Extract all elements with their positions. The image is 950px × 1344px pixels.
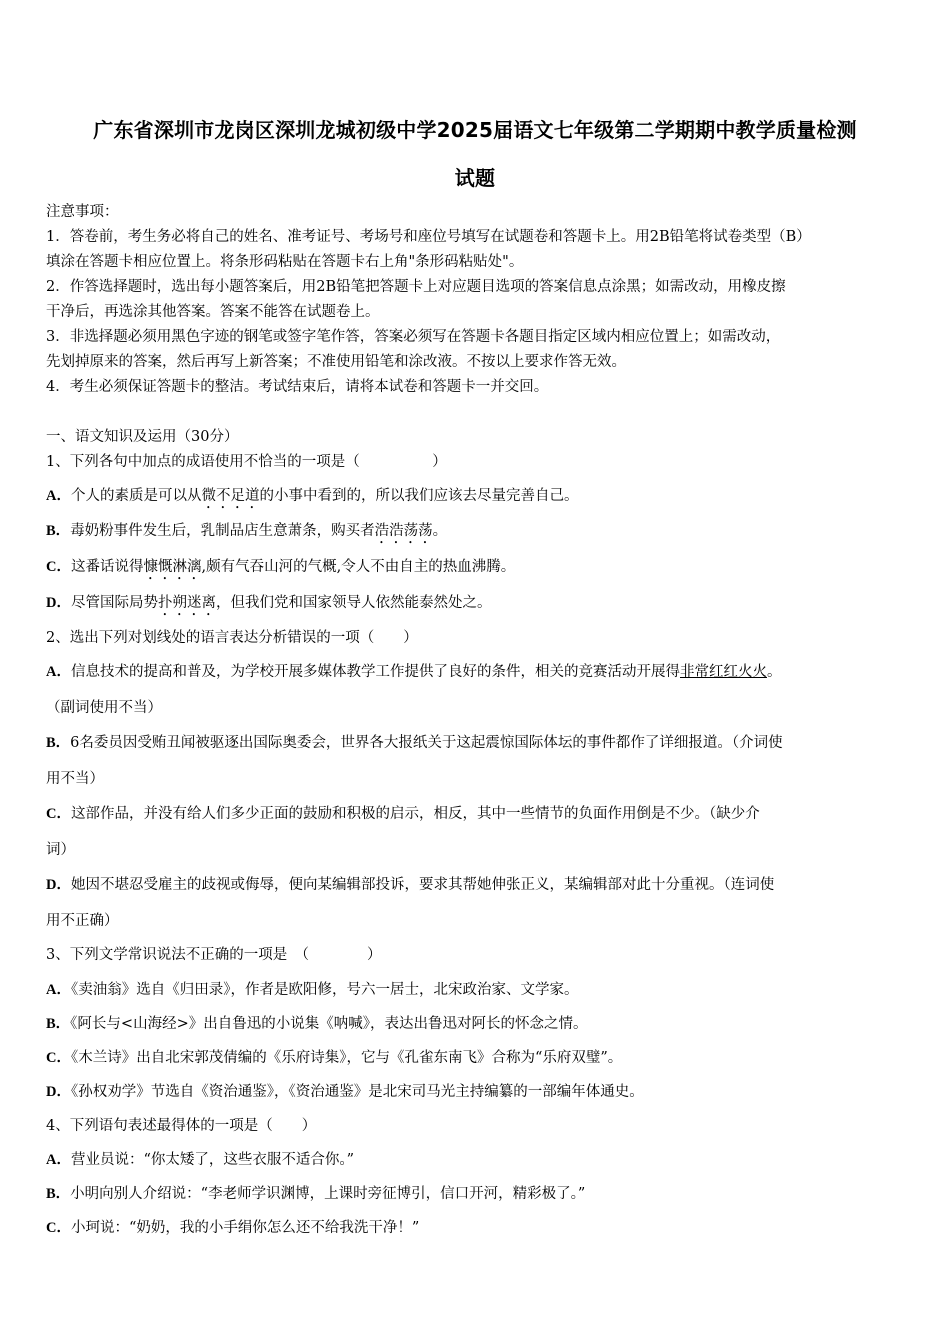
option-label: A． [46,488,71,504]
question-2-stem: 2、选出下列对划线处的语言表达分析错误的一项（ ） [46,630,418,646]
question-4-stem: 4、下列语句表述最得体的一项是（ ） [46,1118,317,1134]
option-text: 小明向别人介绍说：“李老师学识渊博，上课时旁征博引，信口开河，精彩极了。” [70,1186,586,1202]
underlined-phrase: 非常红红火火 [679,664,767,680]
question-4-option-b [46,1184,916,1204]
question-3-option-b [46,1014,916,1034]
question-2-option-a-continued: （副词使用不当） [46,700,162,716]
question-1-stem: 1、下列各句中加点的成语使用不恰当的一项是（ ） [46,454,447,470]
option-label: A． [46,982,71,998]
option-text: 她因不堪忍受雇主的歧视或侮辱，便向某编辑部投诉，要求其帮她伸张正义，某编辑部对此十分重视。（连词使 [70,877,775,893]
option-text: 个人的素质是可以从 [70,488,202,504]
option-text: 毒奶粉事件发生后，乳制品店生意萧条，购买者 [70,523,375,539]
option-text: 这番话说得 [70,559,144,575]
notice-line: 1．答卷前，考生务必将自己的姓名、准考证号、考场号和座位号填写在试题卷和答题卡上。用2B铅笔将试卷类型（B） [46,229,811,245]
option-text: 的小事中看到的，所以我们应该去尽量完善自己。 [259,488,579,504]
option-text: ，但我们党和国家领导人依然能泰然处之。 [215,595,492,611]
dotted-idiom: 扑朔迷离 [157,595,216,611]
dotted-idiom: 浩浩荡荡 [374,523,433,539]
question-2-option-d [46,875,916,895]
option-text: ,颇有气吞山河的气概,令人不由自主的热血沸腾。 [201,559,516,575]
option-label: C． [46,1050,71,1066]
option-label: C． [46,806,71,822]
question-3-option-c [46,1048,916,1068]
question-1-option-c [46,557,916,583]
option-text: 尽管国际局势 [70,595,158,611]
notice-line: 先划掉原来的答案，然后再写上新答案；不准使用铅笔和涂改液。不按以上要求作答无效。 [46,354,626,370]
option-text: 信息技术的提高和普及，为学校开展多媒体教学工作提供了良好的条件，相关的竞赛活动开展得 [70,664,680,680]
option-label: A． [46,664,71,680]
option-label: D． [46,877,71,893]
question-1-option-a [46,486,916,512]
question-4-option-a [46,1150,916,1170]
question-3-option-a [46,980,916,1000]
option-text: 。 [766,664,782,680]
option-label: C． [46,1220,71,1236]
option-label: C． [46,559,71,575]
dotted-idiom: 慷慨淋漓 [143,559,202,575]
question-3-option-d [46,1082,916,1102]
option-label: B． [46,735,71,751]
document-title-line2: 试题 [454,166,496,190]
question-2-option-b [46,733,916,753]
option-text: 《卖油翁》选自《归田录》，作者是欧阳修，号六一居士，北宋政治家、文学家。 [70,982,579,998]
option-label: B． [46,523,71,539]
question-4-option-c [46,1218,916,1238]
document-title-line1: 广东省深圳市龙岗区深圳龙城初级中学2025届语文七年级第二学期期中教学质量检测 [93,118,857,142]
option-label: B． [46,1016,71,1032]
option-label: B． [46,1186,71,1202]
question-1-option-d [46,593,916,619]
option-text: 6名委员因受贿丑闻被驱逐出国际奥委会，世界各大报纸关于这起震惊国际体坛的事件都作了详细报道。（介词使 [70,735,783,751]
notice-line: 干净后，再选涂其他答案。答案不能答在试题卷上。 [46,304,380,320]
question-2-option-c [46,804,916,824]
option-text: 《孙权劝学》节选自《资治通鉴》，《资治通鉴》是北宋司马光主持编纂的一部编年体通史。 [70,1084,644,1100]
option-text: 小珂说：“奶奶，我的小手绢你怎么还不给我洗干净！” [70,1220,420,1236]
option-text: 营业员说：“你太矮了，这些衣服不适合你。” [70,1152,355,1168]
option-text: 这部作品，并没有给人们多少正面的鼓励和积极的启示，相反，其中一些情节的负面作用倒是不少。（缺少介 [70,806,760,822]
option-label: D． [46,595,71,611]
notice-line: 2．作答选择题时，选出每小题答案后，用2B铅笔把答题卡上对应题目选项的答案信息点涂黑；如需改动，用橡皮擦 [46,279,786,295]
question-3-stem: 3、下列文学常识说法不正确的一项是 （ ） [46,947,382,963]
notice-line: 4．考生必须保证答题卡的整洁。考试结束后，请将本试卷和答题卡一并交回。 [46,379,549,395]
option-text: 《阿长与<山海经>》出自鲁迅的小说集《呐喊》，表达出鲁迅对阿长的怀念之情。 [70,1016,588,1032]
option-text: 《木兰诗》出自北宋郭茂倩编的《乐府诗集》，它与《孔雀东南飞》合称为“乐府双璧”。 [70,1050,623,1066]
option-text: 。 [432,523,448,539]
notice-line: 填涂在答题卡相应位置上。将条形码粘贴在答题卡右上角"条形码粘贴处"。 [46,254,524,270]
question-1-option-b [46,521,916,547]
notice-heading: 注意事项： [46,204,119,220]
question-2-option-d-continued: 用不正确） [46,913,119,929]
section-heading: 一、语文知识及运用（30分） [46,429,239,445]
option-label: A． [46,1152,71,1168]
question-2-option-b-continued: 用不当） [46,771,104,787]
question-2-option-a [46,662,916,682]
dotted-idiom: 微不足道 [201,488,260,504]
notice-line: 3．非选择题必须用黑色字迹的钢笔或签字笔作答，答案必须写在答题卡各题目指定区域内相应位置上；如需改动， [46,329,781,345]
option-label: D． [46,1084,71,1100]
question-2-option-c-continued: 词） [46,842,75,858]
